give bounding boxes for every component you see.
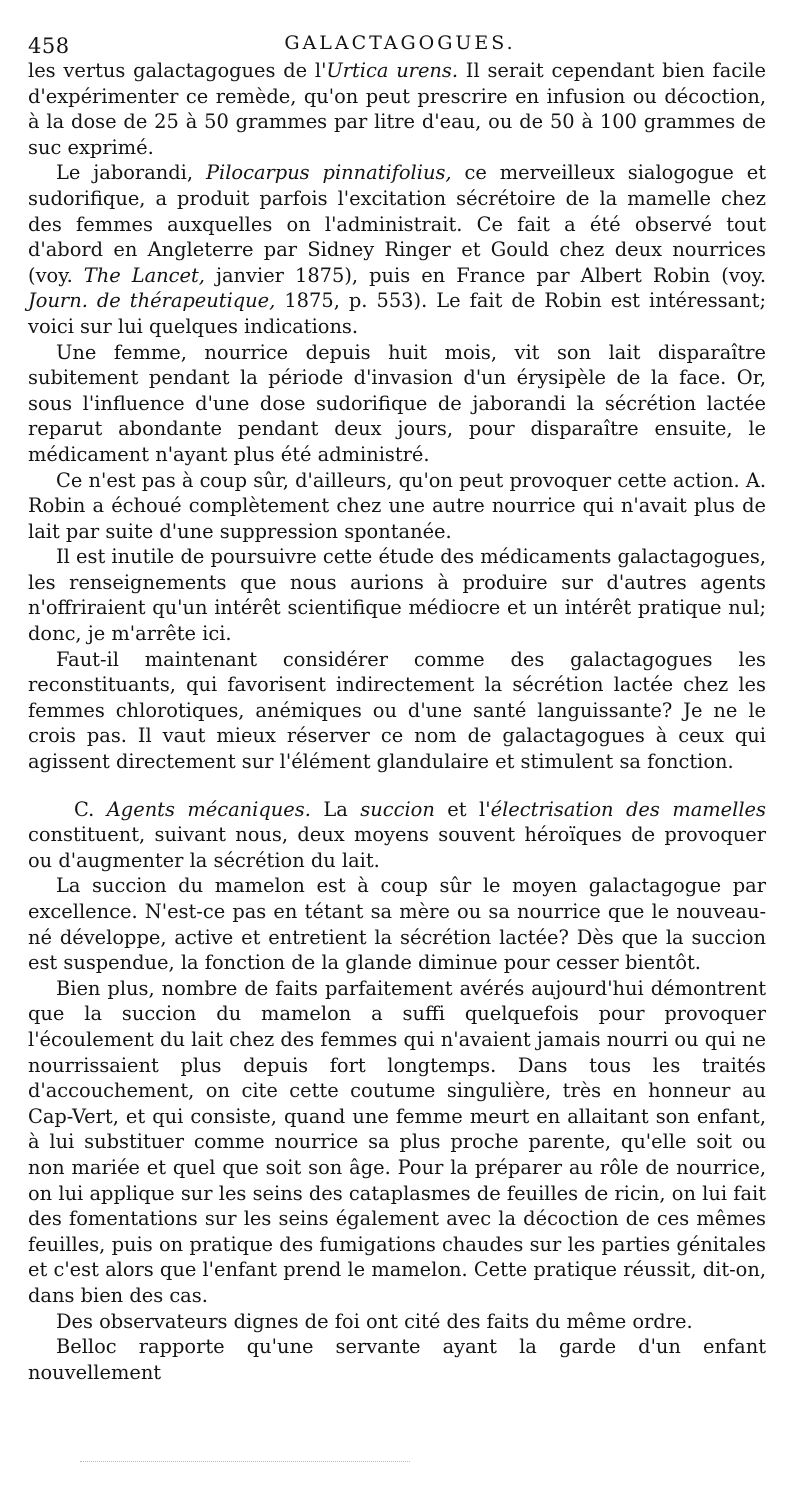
text-run: les vertus galactagogues de l' [28, 59, 327, 82]
paragraph [28, 873, 766, 975]
text-run: Une femme, nourrice depuis huit mois, vit son lait disparaître subitement pendant la période d'invasion d'un érysipèle de la face. Or, sous l'influence d'une dose sudorifique de jaborandi la sécrétion lactée reparut abondante pendant deux jours, pour disparaître ensuite, le médicament n'ayant plus été administré. [28, 340, 766, 466]
text-run: La [310, 797, 361, 821]
text-run: Faut-il maintenant considérer comme des galactagogues les reconstituants, qui favorisent indirectement la sécrétion lactée chez les femmes chlorotiques, anémiques ou d'une santé languissante? Je ne le crois pas. Il vaut mieux réserver ce nom de galactagogues à ceux qui agissent directement sur l'élément glandulaire et stimulent sa fonction. [28, 647, 766, 774]
text-run: janvier 1875), puis en France par Albert Robin (voy. [204, 263, 766, 287]
text-run: C. [74, 797, 107, 821]
running-title: GALACTAGOGUES. [284, 32, 516, 54]
text-run: Des observateurs dignes de foi ont cité des faits du même ordre. [56, 1309, 693, 1333]
paragraph [28, 468, 766, 545]
paragraph [28, 1334, 766, 1385]
italic-text: The Lancet, [83, 263, 205, 287]
section-paragraph [28, 797, 766, 874]
text-run: Il serait cependant bien facile d'expérimenter ce remède, qu'on peut prescrire en infusion ou décoction, à la dose de 25 à 50 grammes par litre d'eau, ou de 50 à 100 grammes de suc exprimé. [28, 59, 767, 159]
italic-text: succion [360, 797, 435, 821]
text-run: Ce n'est pas à coup sûr, d'ailleurs, qu'on peut provoquer cette action. A. Robin a échoué complètement chez une autre nourrice qui n'avait plus de lait par suite d'une suppression spontanée. [28, 468, 766, 543]
body-text [28, 58, 766, 1385]
paragraph [28, 647, 766, 775]
footer-rule [80, 1461, 410, 1463]
italic-text: Urtica urens. [326, 59, 459, 82]
paragraph [28, 1309, 766, 1335]
text-run: ce merveilleux sialogogue et sudorifique, a produit parfois l'excitation sécrétoire de la mamelle chez des femmes auxquelles on l'administrait. Ce fait a été observé tout d'abord en Angleterre par Sidney Ringer et Gould chez deux nourrices (voy. [28, 161, 766, 287]
text-run: constituent, suivant nous, deux moyens souvent héroïques de provoquer ou d'augmenter la sécrétion du lait. [28, 823, 766, 872]
paragraph [28, 160, 766, 339]
text-run: Le jaborandi, [56, 161, 206, 185]
page-number: 458 [28, 34, 70, 58]
italic-text: Journ. de thérapeutique, [28, 289, 276, 313]
paragraph [28, 544, 766, 646]
text-run: Il est inutile de poursuivre cette étude des médicaments galactagogues, les renseignements que nous aurions à produire sur d'autres agents n'offriraient qu'un intérêt scientifique médiocre et un intérêt pratique nul; donc, je m'arrête ici. [28, 545, 766, 646]
italic-text: Pilocarpus pinnatifolius, [205, 161, 452, 185]
paragraph [28, 976, 766, 1309]
text-run: 1875, p. 553). Le fait de Robin est intéressant; voici sur lui quelques indications. [28, 289, 766, 338]
paragraph [28, 340, 766, 468]
text-run: Belloc rapporte qu'une servante ayant la garde d'un enfant nouvellement [28, 1335, 766, 1384]
text-run: La succion du mamelon est à coup sûr le moyen galactagogue par excellence. N'est-ce pas en tétant sa mère ou sa nourrice que le nouveau-né développe, active et entretient la sécrétion lactée? Dès que la succion est suspendue, la fonction de la glande diminue pour cesser bientôt. [28, 874, 766, 975]
italic-text: Agents mécaniques. [106, 797, 311, 821]
paragraph [28, 58, 766, 160]
italic-text: électrisation des mamelles [490, 797, 766, 821]
text-run: Bien plus, nombre de faits parfaitement avérés aujourd'hui démontrent que la succion du mamelon a suffi quelquefois pour provoquer l'écoulement du lait chez des femmes qui n'avaient jamais nourri ou qui ne nourrissaient plus depuis fort longtemps. Dans tous les traités d'accouchement, on cite cette coutume singulière, très en honneur au Cap-Vert, et qui consiste, quand une femme meurt en allaitant son enfant, à lui substituer comme nourrice sa plus proche parente, qu'elle soit ou non mariée et quel que soit son âge. Pour la préparer au rôle de nourrice, on lui applique sur les seins des cataplasmes de feuilles de ricin, on lui fait des fomentations sur les seins également avec la décoction de ces mêmes feuilles, puis on pratique des fumigations chaudes sur les parties génitales et c'est alors que l'enfant prend le mamelon. Cette pratique réussit, dit-on, dans bien des cas. [28, 976, 766, 1307]
text-run: et l' [434, 797, 491, 821]
